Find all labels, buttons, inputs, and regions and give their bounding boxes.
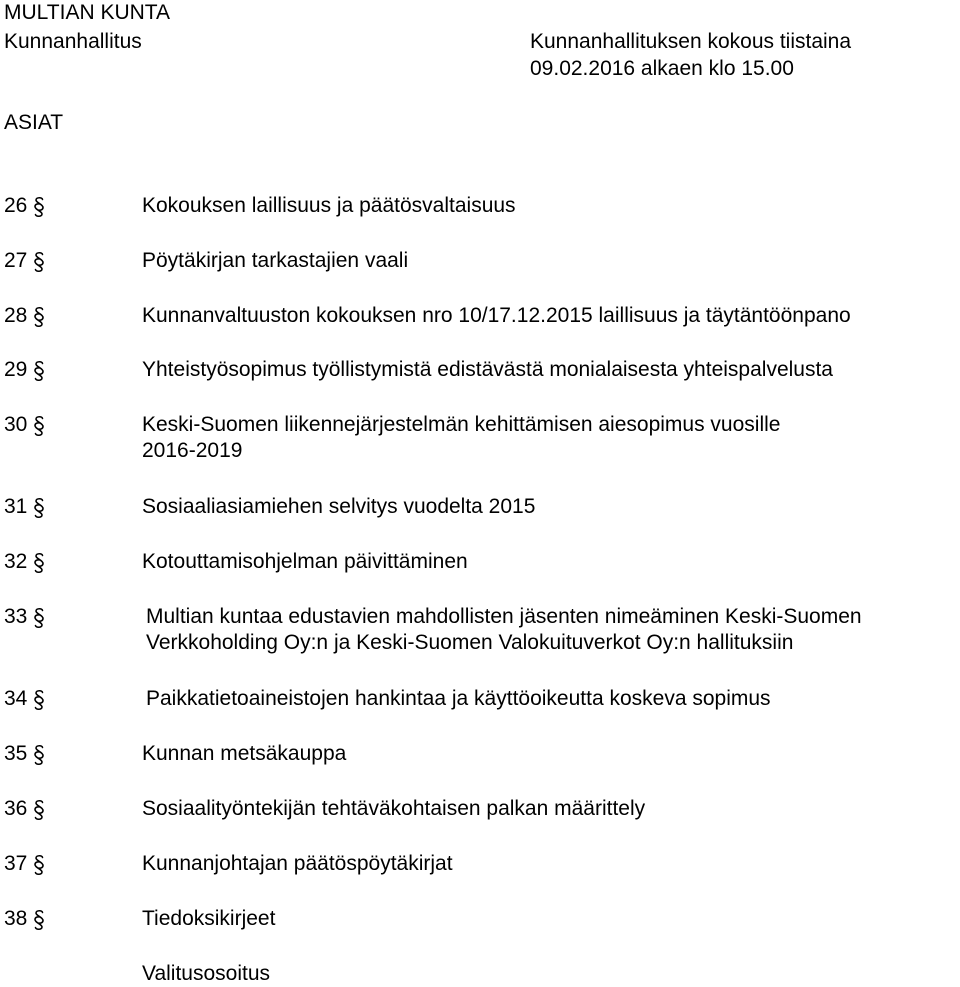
item-title [142,494,535,520]
section-sign-icon [33,743,45,767]
item-number: 27 [4,249,28,272]
item-title [142,193,516,219]
item-title [142,906,275,932]
section-sign-icon [33,688,45,712]
item-title-line: Verkkoholding Oy:n ja Keski-Suomen Valokuituverkot Oy:n hallituksiin [146,631,794,654]
item-number: 28 [4,304,28,327]
item-title [146,686,771,712]
section-sign-icon [33,359,45,383]
section-sign-icon [33,195,45,219]
meeting-title: Kunnanhallituksen kokous tiistaina [530,30,852,53]
item-title-line: Sosiaaliasiamiehen selvitys vuodelta 2015 [142,495,536,518]
appeal-instructions: Valitusosoitus [142,962,271,985]
item-number: 34 [4,687,28,710]
item-title-line: Multian kuntaa edustavien mahdollisten jäsenten nimeäminen Keski-Suomen [146,605,862,628]
section-sign-icon [33,551,45,575]
section-heading: ASIAT [4,111,64,134]
section-sign-icon [33,250,45,274]
item-number: 38 [4,907,28,930]
item-title-line: Kotouttamisohjelman päivittäminen [142,550,468,573]
section-sign-icon [33,414,45,438]
item-number: 35 [4,742,28,765]
item-number: 31 [4,495,28,518]
item-number: 33 [4,605,28,628]
item-number: 37 [4,852,28,875]
item-title [142,303,851,329]
item-title-line: Keski-Suomen liikennejärjestelmän kehittämisen aiesopimus vuosille [142,413,781,436]
item-title [142,549,468,575]
item-title [142,248,408,274]
item-number: 30 [4,413,28,436]
item-title-line: Kunnanjohtajan päätöspöytäkirjat [142,852,453,875]
item-title-line: Kokouksen laillisuus ja päätösvaltaisuus [142,194,516,217]
item-title [142,412,780,464]
item-title-line: Paikkatietoaineistojen hankintaa ja käyttöoikeutta koskeva sopimus [146,687,771,710]
organization-name: MULTIAN KUNTA [4,1,171,24]
section-sign-icon [33,305,45,329]
item-title [142,741,346,767]
item-title [142,357,833,383]
item-title-line: 2016-2019 [142,439,243,462]
section-sign-icon [33,908,45,932]
section-sign-icon [33,606,45,630]
section-sign-icon [33,853,45,877]
item-number: 26 [4,194,28,217]
item-title-line: Tiedoksikirjeet [142,907,276,930]
item-number: 36 [4,797,28,820]
item-number: 29 [4,358,28,381]
item-title [142,796,645,822]
section-sign-icon [33,496,45,520]
item-number: 32 [4,550,28,573]
item-title-line: Kunnan metsäkauppa [142,742,347,765]
item-title-line: Sosiaalityöntekijän tehtäväkohtaisen palkan määrittely [142,797,646,820]
item-title [146,604,862,656]
meeting-datetime: 09.02.2016 alkaen klo 15.00 [530,57,794,80]
item-title-line: Kunnanvaltuuston kokouksen nro 10/17.12.2015 laillisuus ja täytäntöönpano [142,304,851,327]
board-name: Kunnanhallitus [4,30,142,53]
item-title-line: Pöytäkirjan tarkastajien vaali [142,249,409,272]
section-sign-icon [33,798,45,822]
item-title [142,851,453,877]
item-title-line: Yhteistyösopimus työllistymistä edistävästä monialaisesta yhteispalvelusta [142,358,833,381]
